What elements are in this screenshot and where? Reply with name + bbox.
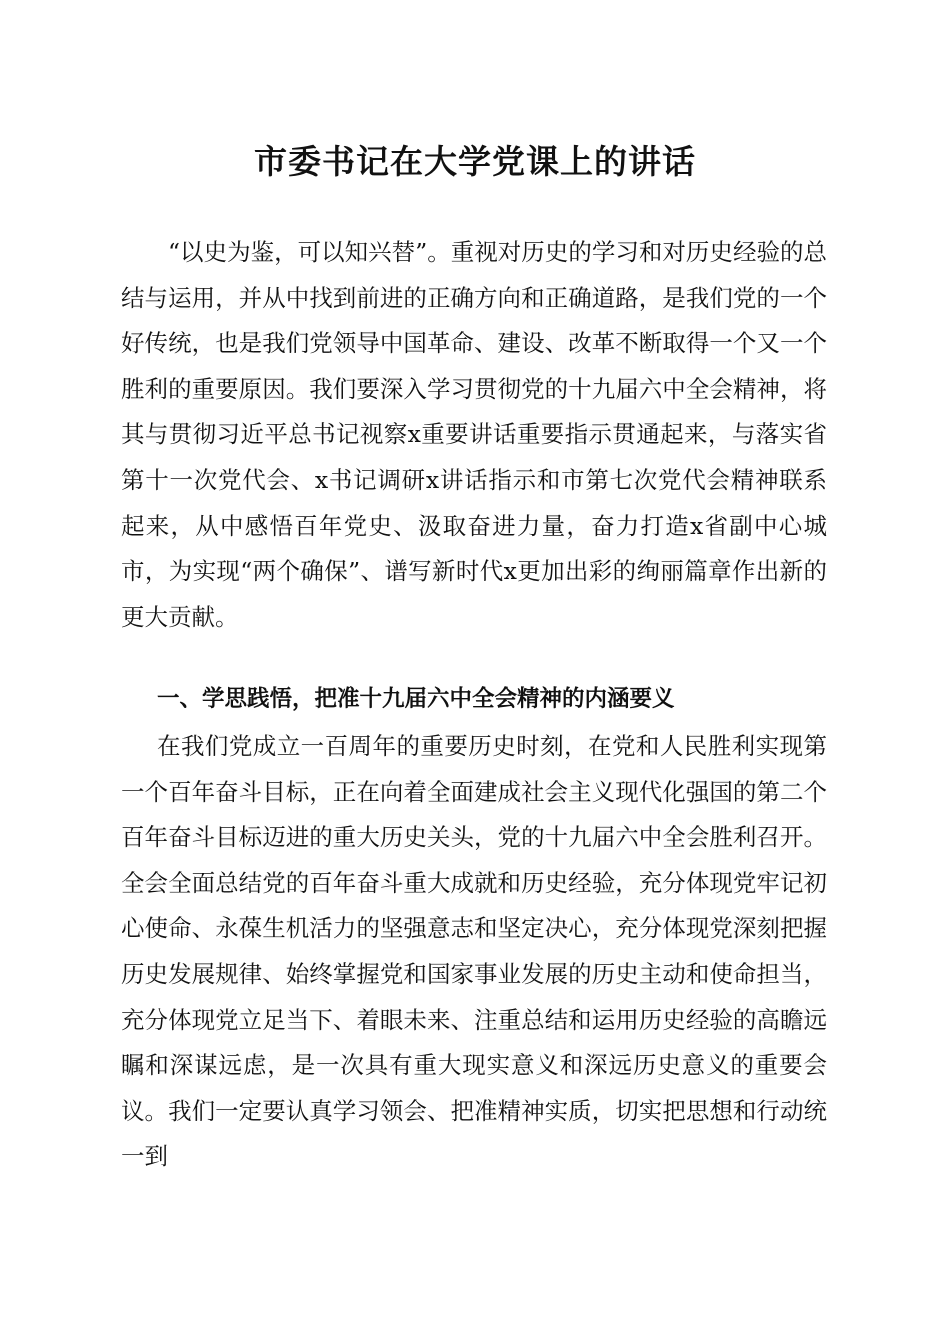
document-title: 市委书记在大学党课上的讲话 [254,142,696,181]
intro-paragraph: “以史为鉴，可以知兴替”。重视对历史的学习和对历史经验的总结与运用，并从中找到前进的正确方向和正确道路，是我们党的一个好传统，也是我们党领导中国革命、建设、改革不断取得一个又一个胜利的重要原因。我们要深入学习贯彻党的十九届六中全会精神，将其与贯彻习近平总书记视察x重要讲话重要指示贯通起来，与落实省第十一次党代会、x书记调研x讲话指示和市第七次党代会精神联系起来，从中感悟百年党史、汲取奋进力量，奋力打造x省副中心城市，为实现“两个确保”、谱写新时代x更加出彩的绚丽篇章作出新的更大贡献。 [121,238,827,631]
section-paragraph: 在我们党成立一百周年的重要历史时刻，在党和人民胜利实现第一个百年奋斗目标，正在向着全面建成社会主义现代化强国的第二个百年奋斗目标迈进的重大历史关头，党的十九届六中全会胜利召开。全会全面总结党的百年奋斗重大成就和历史经验，充分体现党牢记初心使命、永葆生机活力的坚强意志和坚定决心，充分体现党深刻把握历史发展规律、始终掌握党和国家事业发展的历史主动和使命担当，充分体现党立足当下、着眼未来、注重总结和运用历史经验的高瞻远瞩和深谋远虑，是一次具有重大现实意义和深远历史意义的重要会议。我们一定要认真学习领会、把准精神实质，切实把思想和行动统一到 [121,732,827,1171]
section-heading: 一、学思践悟，把准十九届六中全会精神的内涵要义 [157,686,675,712]
